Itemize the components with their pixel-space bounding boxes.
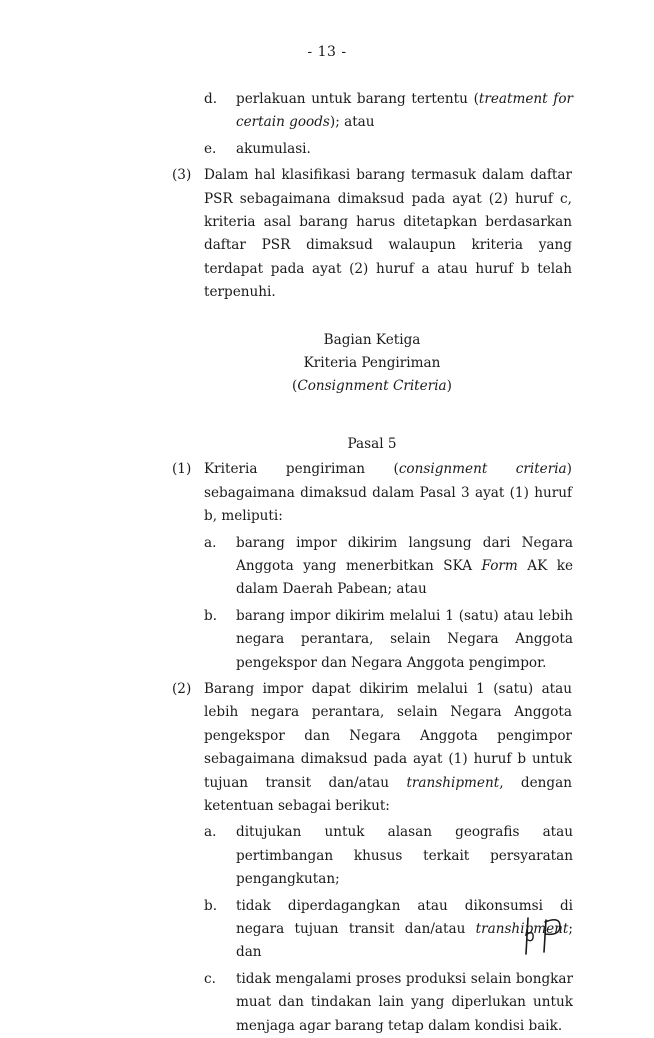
section-part: Bagian Ketiga — [323, 331, 421, 348]
pasal5-ayat-2 — [0, 678, 654, 818]
list-item — [0, 821, 654, 891]
section-subtitle: (Consignment Criteria) — [292, 378, 452, 395]
ayat-number: (1) — [172, 461, 192, 478]
item-letter: e. — [204, 140, 217, 157]
page-number: - 13 - — [307, 44, 347, 60]
item-letter: d. — [204, 91, 218, 107]
item-text: ditujukan untuk alasan geografis atau pertimbangan khusus terkait persyaratan pengangkutan; — [236, 824, 573, 888]
list-item — [0, 88, 654, 135]
list-item — [0, 605, 654, 675]
pasal5-ayat-1 — [0, 458, 654, 528]
list-item — [0, 968, 654, 1038]
item-text: akumulasi. — [236, 140, 311, 157]
item-letter: a. — [204, 534, 217, 551]
ayat-text: Dalam hal klasifikasi barang termasuk dalam daftar PSR sebagaimana dimaksud pada ayat (2) huruf c, kriteria asal barang harus ditetapkan berdasarkan daftar PSR dimaksud walaupun kriteria yang terdapat pada ayat (2) huruf a atau huruf b telah terpenuhi. — [204, 167, 572, 301]
pasal-title: Pasal 5 — [347, 435, 397, 452]
item-text: tidak mengalami proses produksi selain bongkar muat dan tindakan lain yang diperlukan untuk menjaga agar barang tetap dalam kondisi baik. — [236, 970, 573, 1034]
item-letter: a. — [204, 824, 217, 841]
section-title: Kriteria Pengiriman — [303, 355, 441, 372]
page-content — [0, 88, 654, 1038]
ayat-text: Barang impor dapat dikirim melalui 1 (satu) atau lebih negara perantara, selain Negara Anggota pengekspor dan Negara Anggota pengimpor sebagaimana dimaksud pada ayat (1) huruf b untuk tujuan transit dan/atau transhipment, dengan ketentuan sebagai berikut: — [204, 680, 572, 814]
item-text: tidak diperdagangkan atau dikonsumsi di negara tujuan transit dan/atau transhipment; dan — [236, 897, 573, 961]
item-text: perlakuan untuk barang tertentu (treatment for certain goods); atau — [236, 91, 574, 131]
list-item — [0, 532, 654, 602]
ayat-number: (2) — [172, 680, 192, 697]
ayat-3 — [0, 164, 654, 304]
item-text: barang impor dikirim langsung dari Negara Anggota yang menerbitkan SKA Form AK ke dalam Daerah Pabean; atau — [236, 534, 573, 598]
list-item — [0, 138, 654, 161]
ayat-text: Kriteria pengiriman (consignment criteria) sebagaimana dimaksud dalam Pasal 3 ayat (1) huruf b, meliputi: — [204, 461, 572, 525]
signature-initials — [520, 910, 580, 958]
item-letter: c. — [204, 970, 216, 987]
ayat-number: (3) — [172, 167, 192, 184]
item-letter: b. — [204, 897, 218, 914]
item-text: barang impor dikirim melalui 1 (satu) atau lebih negara perantara, selain Negara Anggota pengekspor dan Negara Anggota pengimpor. — [236, 607, 573, 671]
item-letter: b. — [204, 607, 218, 624]
section-heading — [0, 329, 654, 399]
